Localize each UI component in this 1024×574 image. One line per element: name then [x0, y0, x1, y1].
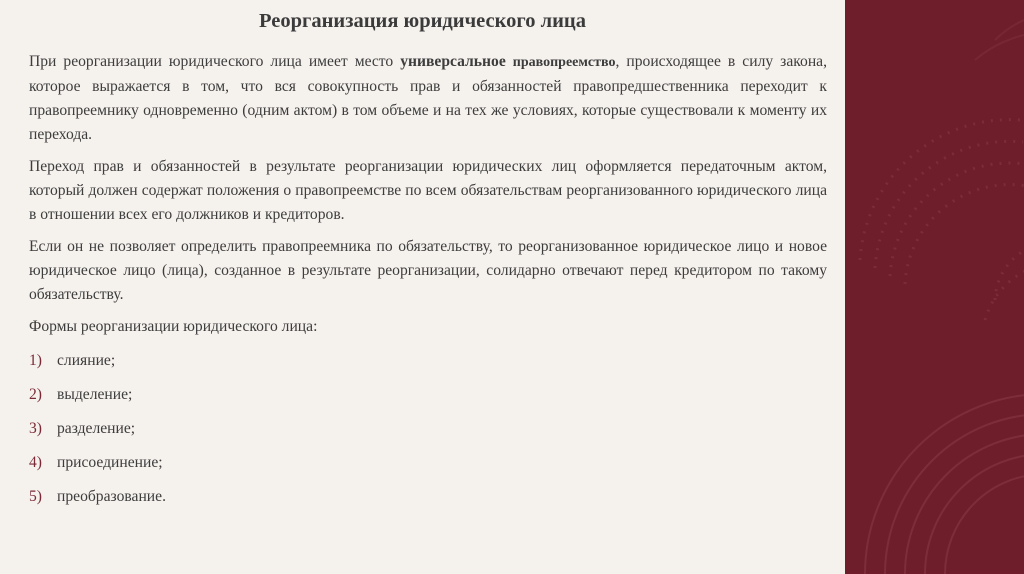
list-item-label: слияние;: [57, 352, 116, 369]
term-space: [506, 53, 513, 70]
decorative-arcs-pattern: [845, 0, 1024, 574]
paragraph-succession-text-2: , происходящее в силу закона, которое выражается в том, что вся совокупность прав и обязанностей правопредшественника переходит к правопреемнику одновременно (одним актом) в том объеме и на тех же условиях, которые существовали к моменту их перехода.: [29, 53, 827, 143]
list-item: [29, 417, 827, 441]
decorative-side-panel: [845, 0, 1024, 574]
list-item: [29, 451, 827, 475]
paragraph-transfer-act: Переход прав и обязанностей в результате реорганизации юридических лиц оформляется передаточным актом, который должен содержат положения о правопреемстве по всем обязательствам реорганизованного юридического лица в отношении всех его должников и кредиторов.: [29, 158, 827, 223]
list-item-number: 4): [29, 454, 42, 471]
slide-content: [29, 50, 827, 519]
paragraph-succession: [29, 50, 827, 147]
paragraph-joint-liability: Если он не позволяет определить правопреемника по обязательству, то реорганизованное юридическое лицо и новое юридическое лицо (лица), созданное в результате реорганизации, солидарно отвечают перед кредитором по такому обязательству.: [29, 238, 827, 303]
list-item: [29, 485, 827, 509]
list-item-number: 2): [29, 386, 42, 403]
forms-list: [29, 349, 827, 509]
list-item-label: присоединение;: [57, 454, 163, 471]
list-item-label: разделение;: [57, 420, 136, 437]
list-item: [29, 383, 827, 407]
list-item-number: 3): [29, 420, 42, 437]
slide-title: Реорганизация юридического лица: [259, 10, 586, 32]
list-item: [29, 349, 827, 373]
universal-term: универсальное: [400, 53, 506, 70]
list-item-label: выделение;: [57, 386, 133, 403]
list-item-number: 5): [29, 488, 42, 505]
paragraph-succession-text-1: При реорганизации юридического лица имеет место: [29, 53, 401, 70]
forms-heading: Формы реорганизации юридического лица:: [29, 318, 318, 335]
succession-term: правопреемство: [512, 55, 616, 70]
list-item-label: преобразование.: [57, 488, 166, 505]
list-item-number: 1): [29, 352, 42, 369]
